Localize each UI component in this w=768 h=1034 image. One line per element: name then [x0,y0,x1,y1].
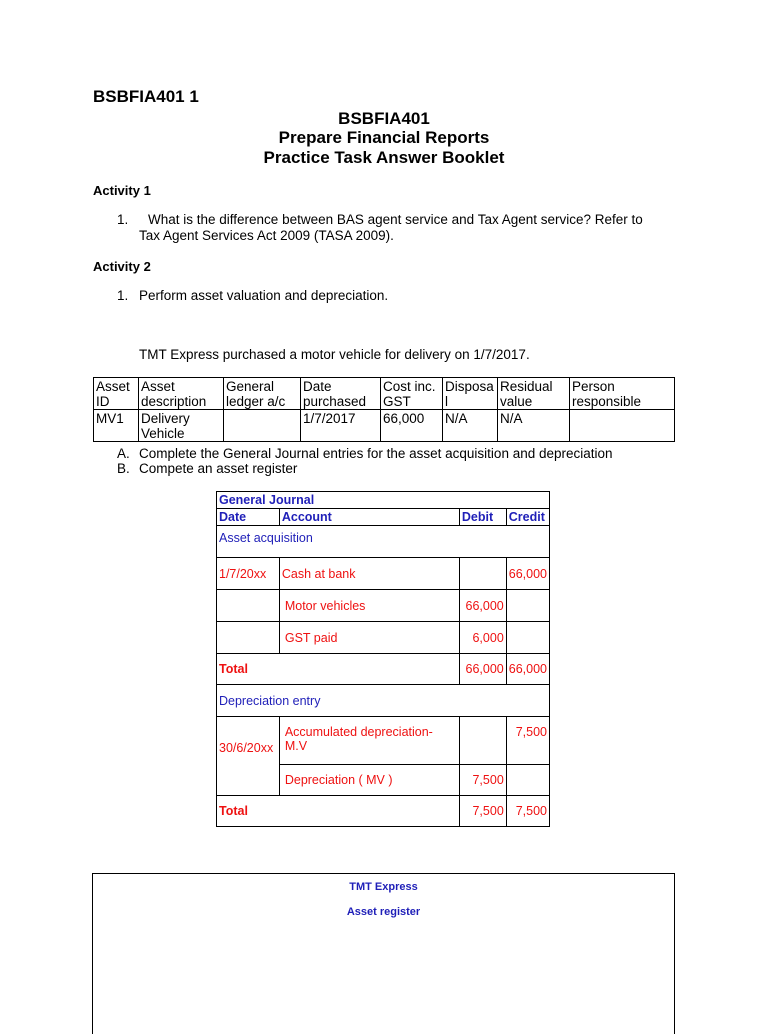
activity-1-question-line-1: What is the difference between BAS agent service and Tax Agent service? Refer to [148,212,643,227]
cell-date-purchased: 1/7/2017 [301,410,381,442]
journal-header-account: Account [279,509,459,526]
journal-row-credit: 7,500 [506,717,549,765]
journal-title: General Journal [217,492,550,509]
journal-total-row [217,654,550,685]
journal-section-depreciation: Depreciation entry [217,685,550,717]
asset-register-box [92,873,675,1034]
journal-row-date [217,622,280,654]
journal-header-row [217,509,550,526]
table-row [217,717,550,765]
activity-2-question: Perform asset valuation and depreciation. [139,288,389,303]
cell-asset-description: Delivery Vehicle [139,410,224,442]
task-a-text: Complete the General Journal entries for the asset acquisition and depreciation [139,446,613,461]
title-line-3: Practice Task Answer Booklet [263,148,505,167]
journal-section-row [217,685,550,717]
task-a-letter: A. [117,446,130,461]
table-row [217,622,550,654]
table-row [217,558,550,590]
journal-row-account: Accumulated depreciation- M.V [279,717,459,765]
journal-total-label: Total [217,654,460,685]
journal-row-debit: 7,500 [459,765,506,796]
journal-row-credit [506,590,549,622]
journal-total-row [217,796,550,827]
journal-total-credit: 7,500 [506,796,549,827]
journal-row-debit: 66,000 [459,590,506,622]
general-journal-table [216,491,550,827]
title-line-1: BSBFIA401 [338,109,430,128]
journal-row-account: Motor vehicles [279,590,459,622]
journal-row-account: Depreciation ( MV ) [279,765,459,796]
register-company: TMT Express [349,881,418,893]
task-b-text: Compete an asset register [139,461,298,476]
header-date-purchased: Date purchased [301,378,381,410]
journal-row-date [217,590,280,622]
table-row [94,410,675,442]
journal-title-row [217,492,550,509]
journal-row-credit: 66,000 [506,558,549,590]
journal-row-credit [506,622,549,654]
journal-row-credit [506,765,549,796]
journal-header-credit: Credit [506,509,549,526]
asset-details-table [93,377,675,442]
header-disposal: Disposal [443,378,498,410]
journal-row-account: Cash at bank [279,558,459,590]
header-cost: Cost inc. GST [381,378,443,410]
task-b-letter: B. [117,461,130,476]
cell-disposal: N/A [443,410,498,442]
table-header-row [94,378,675,410]
register-title: Asset register [346,906,421,918]
journal-total-debit: 66,000 [459,654,506,685]
journal-header-date: Date [217,509,280,526]
activity-1-heading: Activity 1 [93,183,151,198]
activity-1-question [139,212,679,244]
table-row [217,590,550,622]
cell-residual-value: N/A [498,410,570,442]
journal-depreciation-date: 30/6/20xx [217,717,280,796]
activity-1-question-number: 1. [117,212,129,227]
cell-general-ledger [224,410,301,442]
journal-row-account: GST paid [279,622,459,654]
journal-header-debit: Debit [459,509,506,526]
header-person-responsible: Person responsible [570,378,675,410]
journal-row-date: 1/7/20xx [217,558,280,590]
journal-total-credit: 66,000 [506,654,549,685]
journal-row-debit: 6,000 [459,622,506,654]
header-asset-description: Asset description [139,378,224,410]
activity-2-question-number: 1. [117,288,129,303]
cell-person-responsible [570,410,675,442]
journal-total-label: Total [217,796,460,827]
journal-section-asset-acquisition: Asset acquisition [217,526,550,558]
header-general-ledger: General ledger a/c [224,378,301,410]
journal-total-debit: 7,500 [459,796,506,827]
cell-cost: 66,000 [381,410,443,442]
activity-1-question-line-2: Tax Agent Services Act 2009 (TASA 2009). [139,228,394,243]
cell-asset-id: MV1 [94,410,139,442]
title-line-2: Prepare Financial Reports [278,128,490,147]
activity-2-heading: Activity 2 [93,259,151,274]
header-residual-value: Residual value [498,378,570,410]
header-asset-id: Asset ID [94,378,139,410]
journal-row-debit [459,717,506,765]
scenario-intro: TMT Express purchased a motor vehicle for delivery on 1/7/2017. [139,347,530,362]
journal-section-row [217,526,550,558]
journal-row-debit [459,558,506,590]
document-code: BSBFIA401 1 [93,87,199,106]
